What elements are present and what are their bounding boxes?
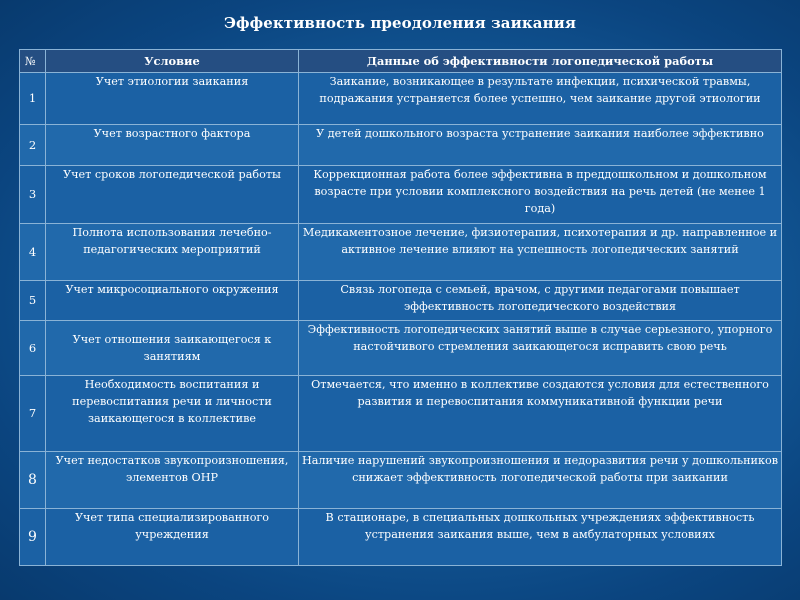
row-number: 3 xyxy=(20,166,46,224)
row-number: 9 xyxy=(20,509,46,566)
table-header-row xyxy=(20,50,782,73)
row-number: 6 xyxy=(20,321,46,376)
row-number: 1 xyxy=(20,73,46,125)
row-condition: Учет типа специализированного учреждения xyxy=(46,509,299,566)
row-number: 8 xyxy=(20,452,46,509)
row-data: Наличие нарушений звукопроизношения и недоразвития речи у дошкольников снижает эффективность логопедической работы при заикании xyxy=(299,452,782,509)
table-row xyxy=(20,125,782,166)
row-data: У детей дошкольного возраста устранение заикания наиболее эффективно xyxy=(299,125,782,166)
table-row xyxy=(20,509,782,566)
table-row xyxy=(20,321,782,376)
row-condition: Учет сроков логопедической работы xyxy=(46,166,299,224)
effectiveness-table xyxy=(19,49,782,566)
row-data: Отмечается, что именно в коллективе создаются условия для естественного развития и перевоспитания коммуникативной функции речи xyxy=(299,376,782,452)
row-data: Медикаментозное лечение, физиотерапия, психотерапия и др. направленное и активное лечение влияют на успешность логопедических занятий xyxy=(299,224,782,281)
page-title: Эффективность преодоления заикания xyxy=(223,14,577,32)
header-data: Данные об эффективности логопедической работы xyxy=(299,50,782,73)
row-condition: Учет возрастного фактора xyxy=(46,125,299,166)
row-data: Связь логопеда с семьей, врачом, с другими педагогами повышает эффективность логопедического воздействия xyxy=(299,281,782,321)
row-condition: Учет отношения заикающегося к занятиям xyxy=(46,321,299,376)
table-row xyxy=(20,376,782,452)
row-condition: Учет недостатков звукопроизношения, элементов ОНР xyxy=(46,452,299,509)
row-data: Коррекционная работа более эффективна в преддошкольном и дошкольном возрасте при условии комплексного воздействия на речь детей (не менее 1 года) xyxy=(299,166,782,224)
row-number: 2 xyxy=(20,125,46,166)
header-number: № xyxy=(20,50,46,73)
row-data: В стационаре, в специальных дошкольных учреждениях эффективность устранения заикания выше, чем в амбулаторных условиях xyxy=(299,509,782,566)
row-condition: Учет этиологии заикания xyxy=(46,73,299,125)
row-condition: Полнота использования лечебно-педагогических мероприятий xyxy=(46,224,299,281)
table-row xyxy=(20,452,782,509)
row-number: 4 xyxy=(20,224,46,281)
table-row xyxy=(20,166,782,224)
row-number: 5 xyxy=(20,281,46,321)
row-number: 7 xyxy=(20,376,46,452)
row-data: Эффективность логопедических занятий выше в случае серьезного, упорного настойчивого стремления заикающегося исправить свою речь xyxy=(299,321,782,376)
row-data: Заикание, возникающее в результате инфекции, психической травмы, подражания устраняется более успешно, чем заикание другой этиологии xyxy=(299,73,782,125)
row-condition: Необходимость воспитания и перевоспитания речи и личности заикающегося в коллективе xyxy=(46,376,299,452)
row-condition: Учет микросоциального окружения xyxy=(46,281,299,321)
table-row xyxy=(20,224,782,281)
header-condition: Условие xyxy=(46,50,299,73)
table-row xyxy=(20,281,782,321)
table-row xyxy=(20,73,782,125)
